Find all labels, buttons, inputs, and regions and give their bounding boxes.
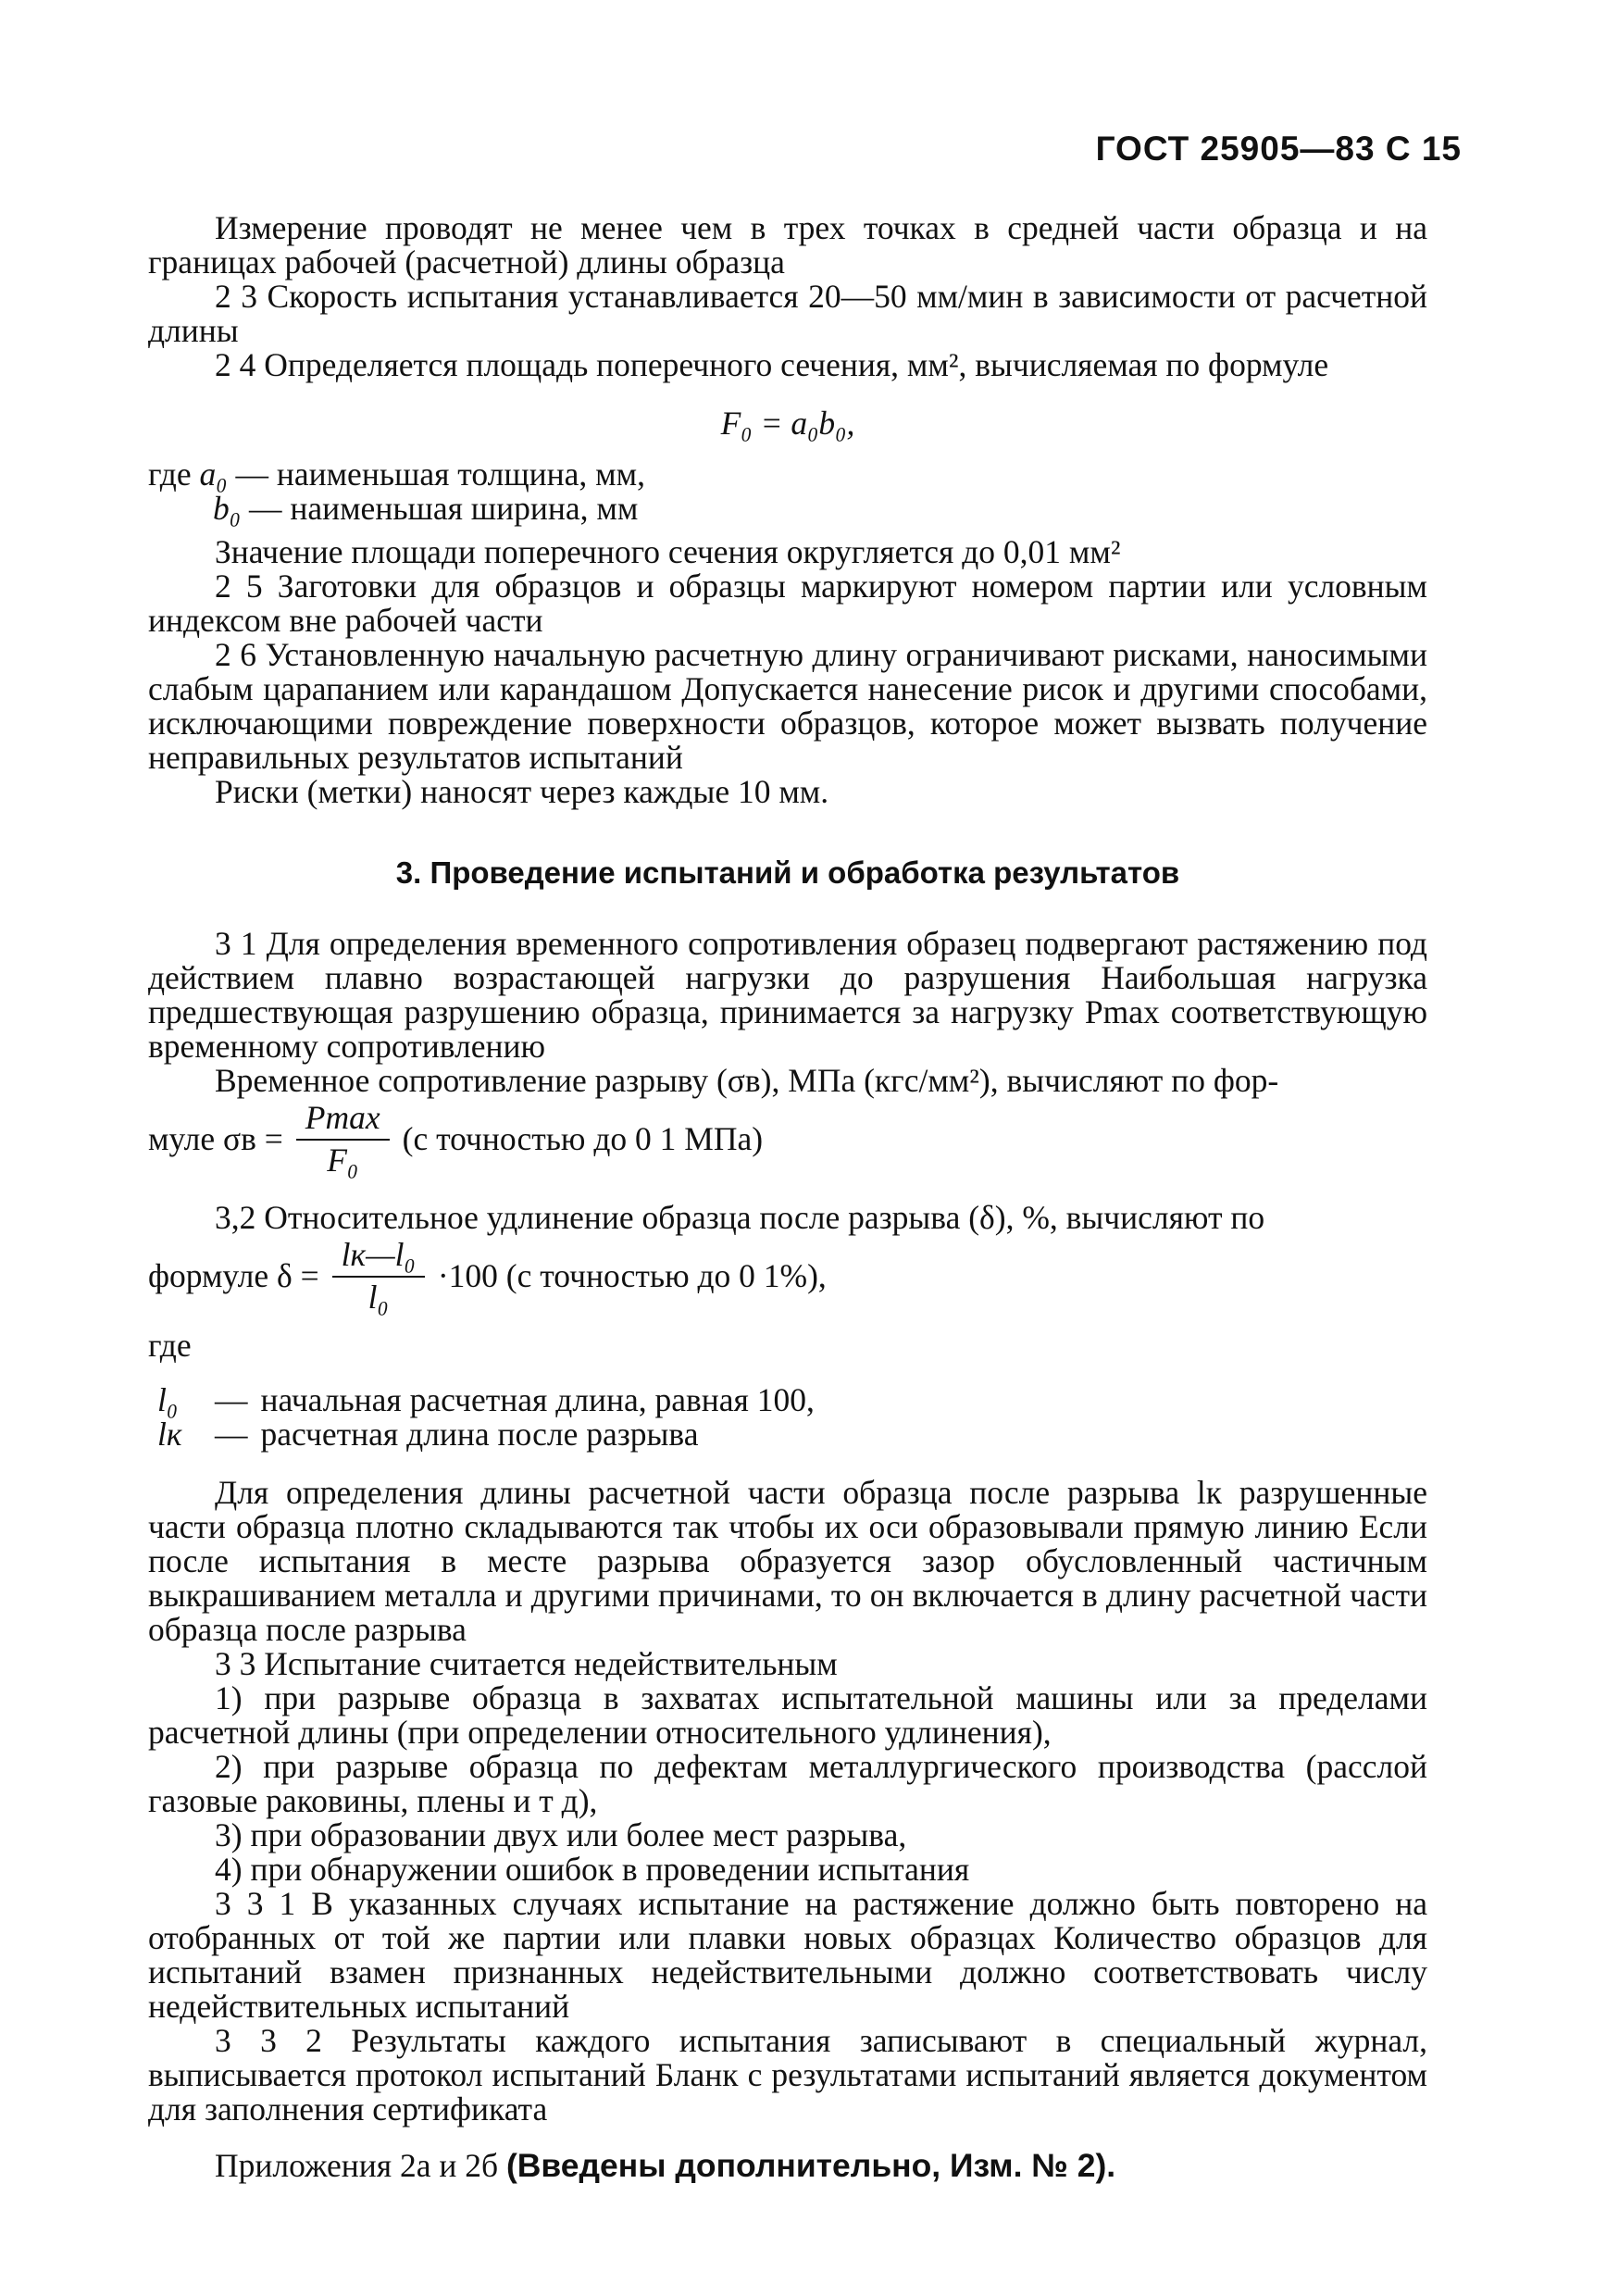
formula-elongation-fraction <box>332 1236 425 1316</box>
page-header: ГОСТ 25905—83 С 15 <box>1095 130 1462 168</box>
list-item-3-3-2: 2) при разрыве образца по дефектам металлургического производства (расслой газовые раковины, плены и т д), <box>148 1748 1427 1819</box>
paragraph-3-3: 3 3 Испытание считается недействительным <box>215 1645 838 1682</box>
paragraph-measurement: Измерение проводят не менее чем в трех точках в средней части образца и на границах рабочей (расчетной) длины образца <box>148 209 1427 281</box>
area-definitions <box>148 457 1427 526</box>
definition-l0: начальная расчетная длина, равная 100, <box>260 1381 815 1418</box>
definition-lk: расчетная длина после разрыва <box>260 1416 699 1453</box>
appendix-amendment-note: (Введены дополнительно, Изм. № 2). <box>505 2147 1116 2184</box>
formula-elongation <box>148 1236 1427 1316</box>
list-item-3-3-1: 1) при разрыве образца в захватах испытательной машины или за пределами расчетной длины (при определении относительного удлинения), <box>148 1679 1427 1751</box>
formula-tensile-numerator: Pmax <box>296 1102 390 1141</box>
formula-elongation-numerator: lк—l₀ <box>332 1239 425 1278</box>
formula-elongation-prefix: формуле δ = <box>148 1257 319 1294</box>
where-word: где <box>148 455 192 493</box>
paragraph-2-4: 2 4 Определяется площадь поперечного сечения, мм², вычисляемая по формуле <box>215 346 1329 383</box>
paragraph-appendix <box>148 2149 1427 2183</box>
elongation-definitions: где l₀ — начальная расчетная длина, равная 100, lк — расчетная длина после разрыва <box>148 1329 1427 1452</box>
formula-tensile-fraction <box>296 1099 390 1179</box>
paragraph-2-5: 2 5 Заготовки для образцов и образцы маркируют номером партии или условным индексом вне рабочей части <box>148 568 1427 639</box>
appendix-text: Приложения 2а и 2б <box>215 2147 499 2184</box>
symbol-l0: l₀ <box>157 1381 179 1418</box>
formula-area: F₀ = a₀b₀, <box>720 405 855 442</box>
paragraph-rounding: Значение площади поперечного сечения округляется до 0,01 мм² <box>215 533 1121 570</box>
document-body <box>148 211 1427 2183</box>
section-3-title: 3. Проведение испытаний и обработка результатов <box>395 855 1180 890</box>
paragraph-3-1: 3 1 Для определения временного сопротивления образец подвергают растяжению под действием плавно возрастающей нагрузки до разрушения Наибольшая нагрузка предшествующая разрушению образца, принимается за нагрузку Pmax соответствующую временному сопротивлению <box>148 925 1427 1065</box>
paragraph-tensile-strength: Временное сопротивление разрыву (σв), МПа (кгс/мм²), вычисляют по фор- <box>215 1062 1279 1099</box>
paragraph-2-6: 2 6 Установленную начальную расчетную длину ограничивают рисками, наносимыми слабым царапанием или карандашом Допускается нанесение рисок и другими способами, исключающими повреждение поверхности образцов, которое может вызвать получение неправильных результатов испытаний <box>148 636 1427 776</box>
paragraph-3-3-2: 3 3 2 Результаты каждого испытания записывают в специальный журнал, выписывается протокол испытаний Бланк с результатами испытаний является документом для заполнения сертификата <box>148 2022 1427 2128</box>
paragraph-3-2: 3,2 Относительное удлинение образца после разрыва (δ), %, вычисляют по <box>215 1199 1265 1236</box>
formula-tensile-prefix: муле σв = <box>148 1120 283 1157</box>
formula-tensile-denominator: F₀ <box>327 1141 359 1179</box>
paragraph-length-after-break: Для определения длины расчетной части образца после разрыва lк разрушенные части образца плотно складываются так чтобы их оси образовывали прямую линию Если после испытания в месте разрыва образуется зазор обусловленный частичным выкрашиванием металла и другими причинами, то он включается в длину расчетной части образца после разрыва <box>148 1474 1427 1648</box>
definition-b0: — наименьшая ширина, мм <box>248 490 639 527</box>
paragraph-3-3-1: 3 3 1 В указанных случаях испытание на растяжение должно быть повторено на отобранных от той же партии или плавки новых образцах Количество образцов для испытаний взамен признанных недействительными должно соответствовать числу недействительных испытаний <box>148 1885 1427 2025</box>
paragraph-marks: Риски (метки) наносят через каждые 10 мм. <box>215 773 829 810</box>
formula-elongation-denominator: l₀ <box>367 1278 389 1316</box>
symbol-a0: a₀ <box>199 455 228 493</box>
paragraph-2-3: 2 3 Скорость испытания устанавливается 20—50 мм/мин в зависимости от расчетной длины <box>148 278 1427 349</box>
where-word-2: где <box>148 1327 192 1364</box>
list-item-3-3-4: 4) при обнаружении ошибок в проведении испытания <box>215 1851 970 1888</box>
formula-tensile-suffix: (с точностью до 0 1 МПа) <box>402 1120 764 1157</box>
symbol-b0: b₀ <box>213 490 242 527</box>
formula-tensile <box>148 1099 1427 1179</box>
definition-a0: — наименьшая толщина, мм, <box>235 455 645 493</box>
list-item-3-3-3: 3) при образовании двух или более мест разрыва, <box>215 1816 907 1853</box>
formula-elongation-suffix: ·100 (с точностью до 0 1%), <box>437 1257 827 1294</box>
symbol-lk: lк <box>157 1416 182 1453</box>
